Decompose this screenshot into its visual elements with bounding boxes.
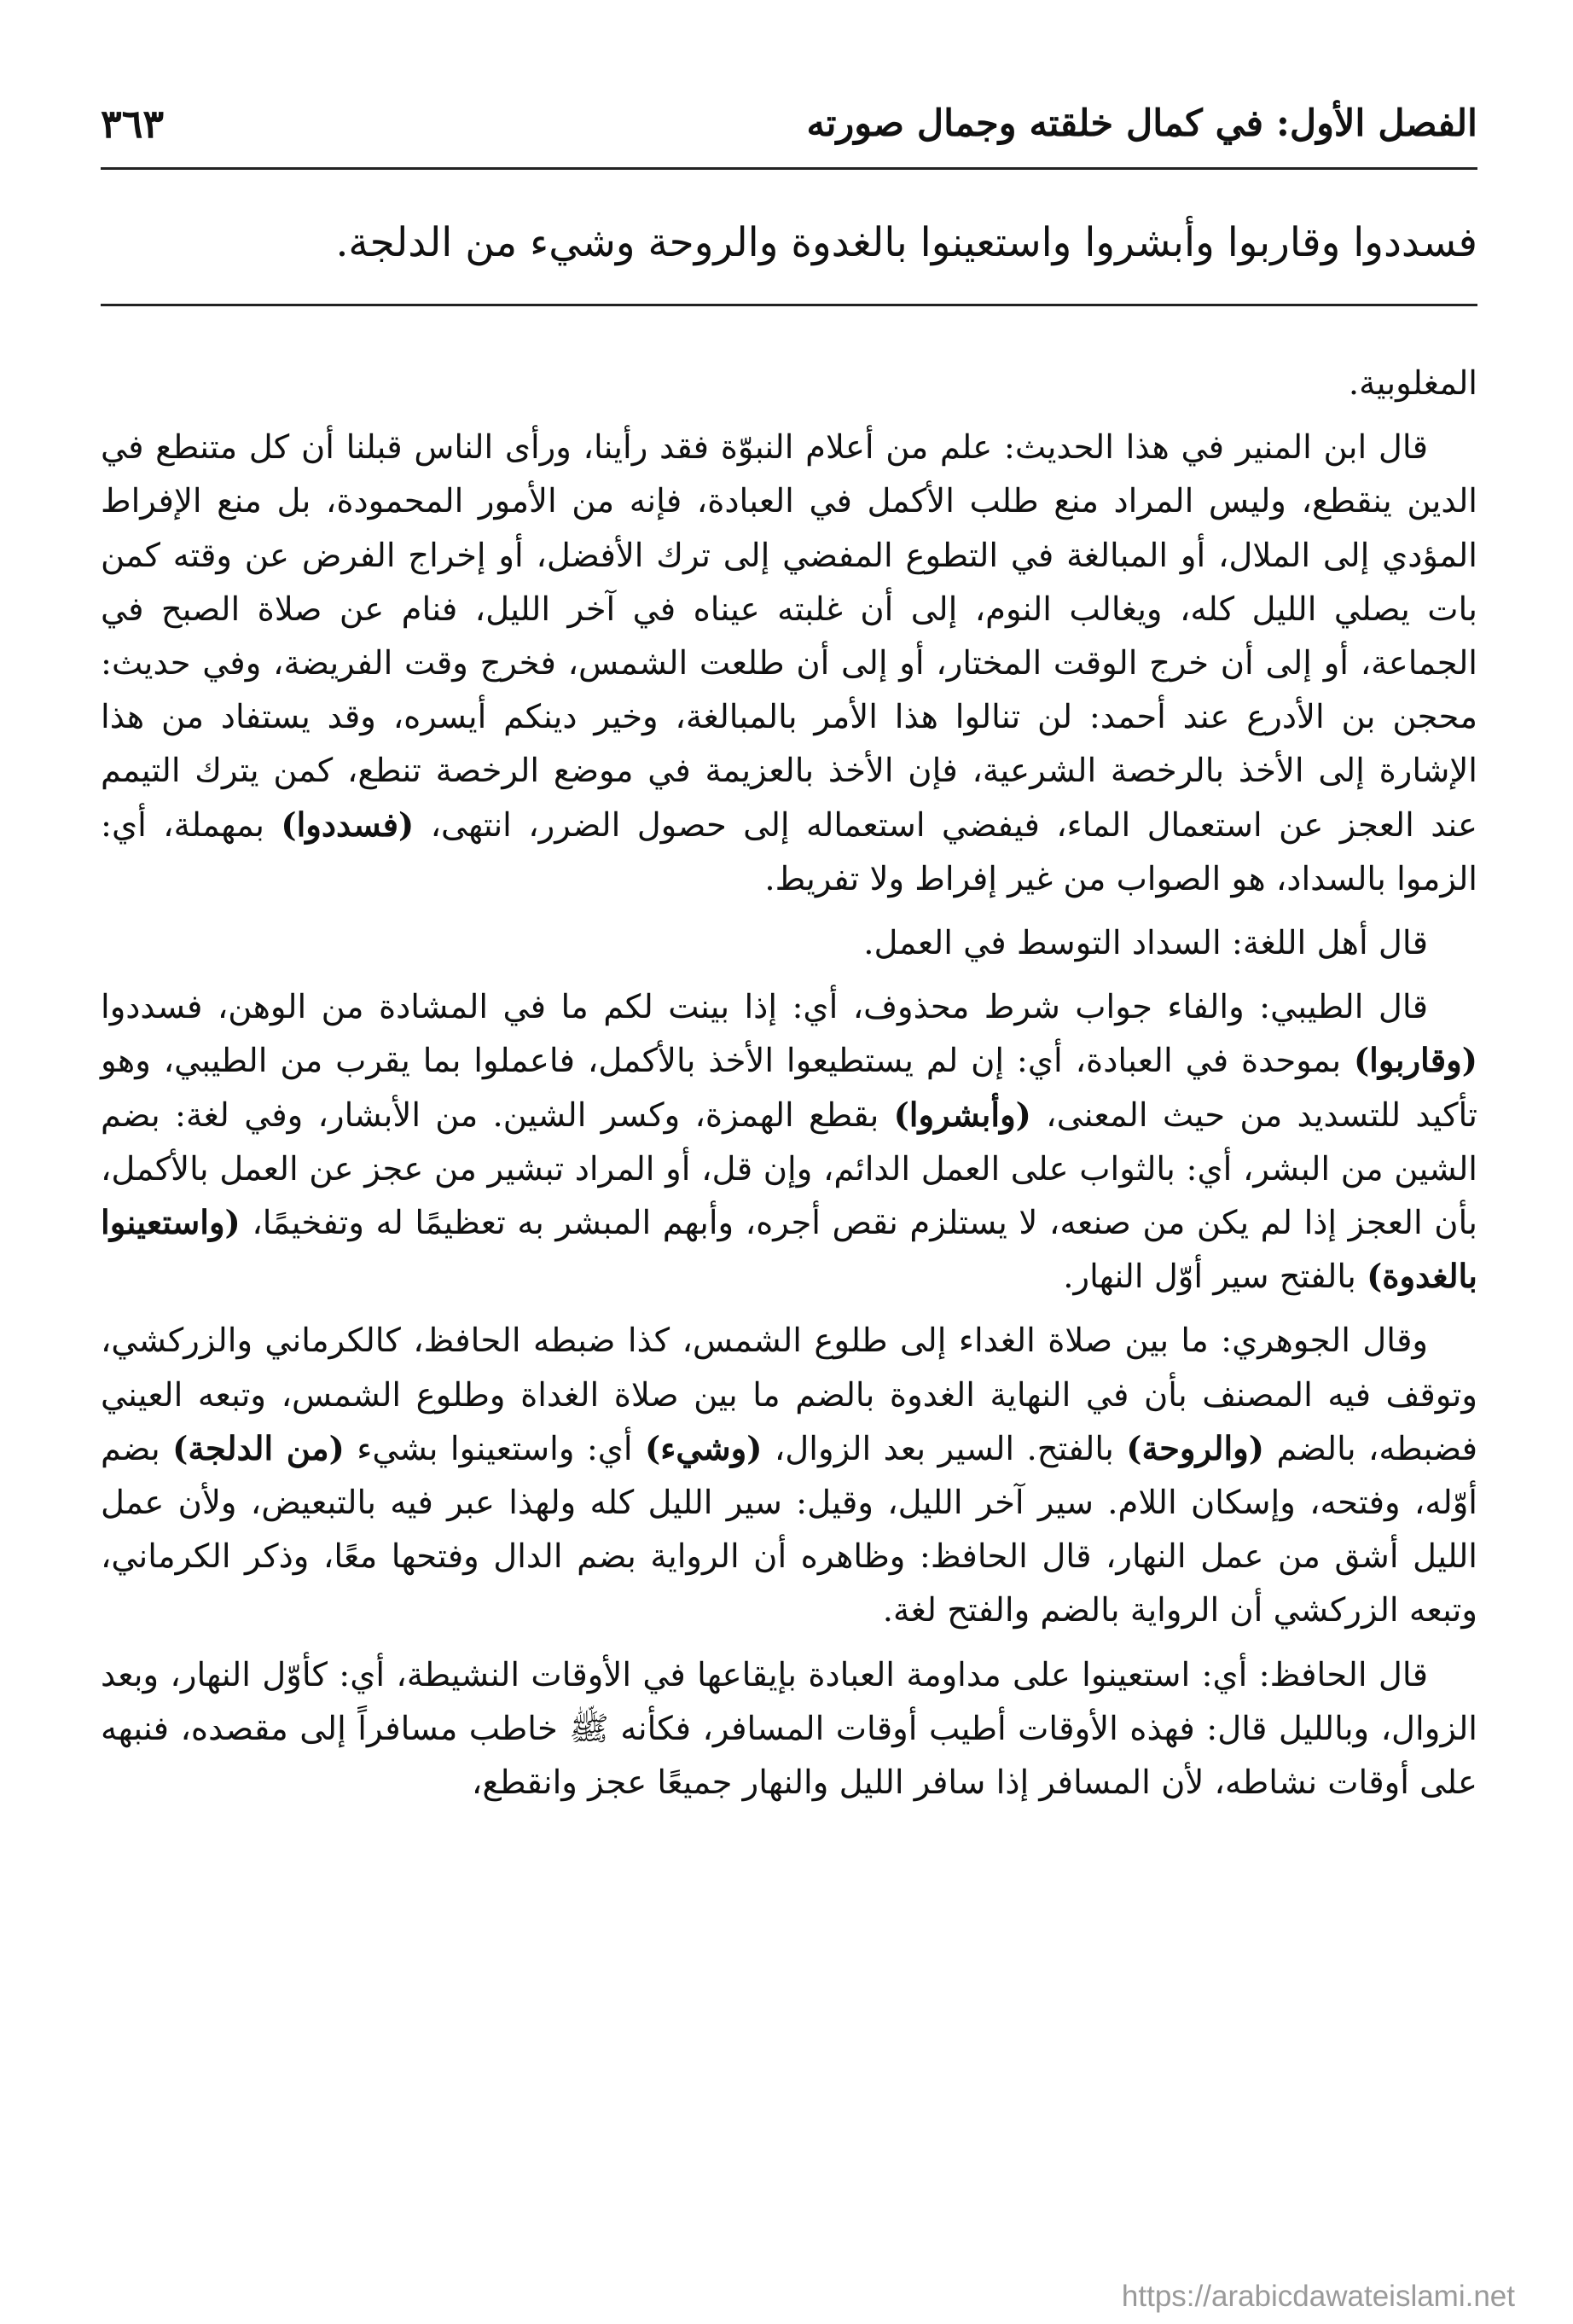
commentary-text: بالفتح سير أوّل النهار. [1063,1258,1367,1297]
quoted-hadith-term: (فسددوا) [281,805,415,845]
chapter-title: الفصل الأول: في كمال خلقته وجمال صورته [806,102,1477,145]
commentary-text: بقطع الهمزة، وكسر الشين. من الأبشار، وفي لغة: بضم الشين من البشر، أي: بالثواب على العمل الدائم، وإن قل، أو المراد تبشير من عجز عن العمل بالأكمل، بأن العجز إذا لم يكن من صنعه، لا يستلزم نقص أجره، وأبهم المبشر به تعظيمًا له وتفخيمًا، [101,1095,1477,1243]
commentary-text: قال الحافظ: أي: استعينوا على مداومة العبادة بإيقاعها في الأوقات النشيطة، أي: كأوّل النهار، وبعد الزوال، وبالليل قال: فهذه الأوقات أطيب أوقات المسافر، فكأنه ﷺ خاطب مسافراً إلى مقصده، فنبهه على أوقات نشاطه، لأن المسافر إذا سافر الليل والنهار جميعًا عجز وانقطع، [101,1655,1477,1803]
quoted-hadith-term: (والروحة) [1126,1429,1264,1468]
commentary-text: أي: واستعينوا بشيء [344,1429,646,1468]
commentary-text: قال الطيبي: والفاء جواب شرط محذوف، أي: إذا بينت لكم ما في المشادة من الوهن، فسددوا [101,988,1428,1027]
commentary-text: المغلوبية. [1348,364,1477,403]
quoted-hadith-term: (وقاربوا) [1353,1042,1477,1081]
quoted-hadith-term: (من الدلجة) [172,1429,345,1468]
commentary-paragraph [101,1648,1477,1810]
commentary-paragraph [101,916,1477,970]
commentary-text: بضم أوّله، وفتحه، وإسكان اللام. سير آخر الليل، وقيل: سير الليل كله ولهذا عبر فيه بالتبعيض، ولأن عمل الليل أشق من عمل النهار، قال الحافظ: وظاهره أن الرواية بضم الدال وفتحها معًا، وذكر الكرماني، وتبعه الزركشي أن الرواية بالضم والفتح لغة. [101,1429,1477,1630]
separator-rule [101,304,1477,306]
commentary-paragraph [101,1314,1477,1637]
commentary-text: بمهملة، أي: الزموا بالسداد، هو الصواب من غير إفراط ولا تفريط. [101,805,1477,898]
quoted-hadith-term: (واستعينوا بالغدوة) [101,1204,1477,1297]
page-number: ٣٦٣ [101,101,165,147]
commentary-text: قال أهل اللغة: السداد التوسط في العمل. [863,924,1428,963]
commentary-body [101,357,1477,1820]
commentary-paragraph [101,421,1477,906]
quoted-hadith-term: (وشيء) [645,1429,763,1468]
commentary-text: بالفتح. السير بعد الزوال، [762,1429,1127,1468]
commentary-text: وقال الجوهري: ما بين صلاة الغداء إلى طلوع الشمس، كذا ضبطه الحافظ، كالكرماني والزركشي، وتوقف فيه المصنف بأن في النهاية الغدوة بالضم ما بين صلاة الغداة وطلوع الشمس، وتبعه العيني فضبطه، بالضم [101,1322,1477,1468]
commentary-paragraph [101,357,1477,410]
watermark-url: https://arabicdawateislami.net [1121,2280,1515,2313]
commentary-text: بموحدة في العبادة، أي: إن لم يستطيعوا الأخذ بالأكمل، فاعملوا بما يقرب من الطيبي، وهو تأكيد للتسديد من حيث المعنى، [101,1042,1477,1135]
running-header [101,94,1477,154]
header-rule [101,167,1477,170]
hadith-text: فسددوا وقاربوا وأبشروا واستعينوا بالغدوة والروحة وشيء من الدلجة. [335,219,1477,266]
commentary-text: قال ابن المنير في هذا الحديث: علم من أعلام النبوّة فقد رأينا، ورأى الناس قبلنا أن كل متنطع في الدين ينقطع، وليس المراد منع طلب الأكمل في العبادة، فإنه من الأمور المحمودة، بل منع الإفراط المؤدي إلى الملال، أو المبالغة في التطوع المفضي إلى ترك الأفضل، أو إخراج الفرض عن وقته كمن بات يصلي الليل كله، ويغالب النوم، إلى أن غلبته عيناه في آخر الليل، فنام عن صلاة الصبح في الجماعة، أو إلى أن خرج الوقت المختار، أو إلى أن طلعت الشمس، فخرج وقت الفريضة، وفي حديث: محجن بن الأدرع عند أحمد: لن تنالوا هذا الأمر بالمبالغة، وخير دينكم أيسره، وقد يستفاد من هذا الإشارة إلى الأخذ بالرخصة الشرعية، فإن الأخذ بالعزيمة في موضع الرخصة تنطع، كمن يترك التيمم عند العجز عن استعمال الماء، فيفضي استعماله إلى حصول الضرر، انتهى، [101,428,1477,845]
quoted-hadith-term: (وأبشروا) [893,1095,1031,1135]
commentary-paragraph [101,980,1477,1304]
